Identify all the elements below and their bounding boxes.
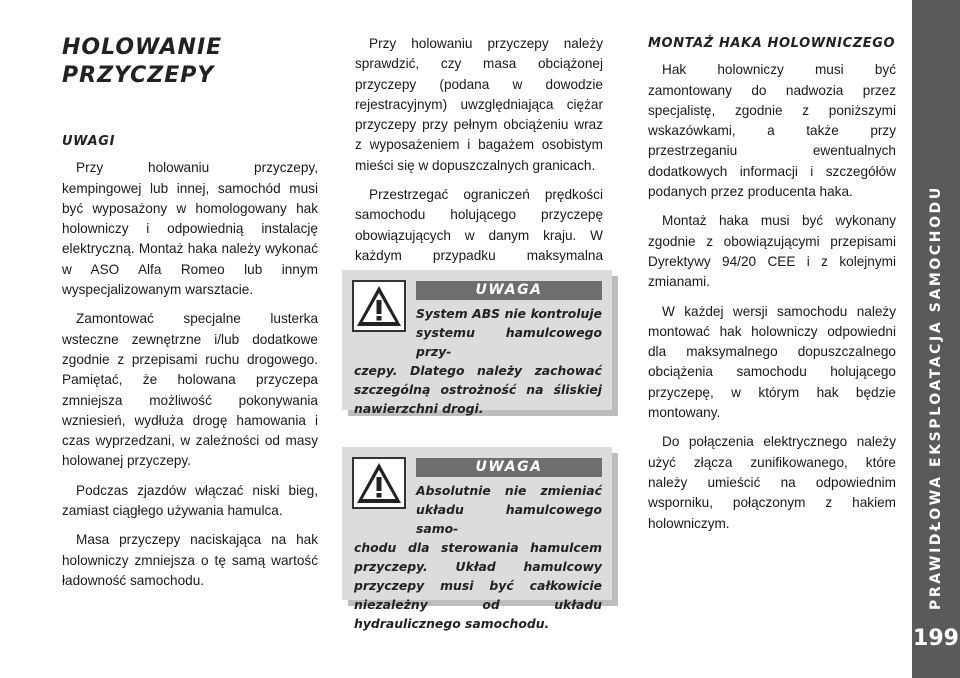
chapter-title: PRAWIDŁOWA EKSPLOATACJA SAMOCHODU — [928, 185, 944, 610]
chapter-sidebar — [912, 0, 960, 678]
warning-text — [354, 481, 602, 633]
warning-box — [342, 447, 612, 631]
paragraph: Zamontować specjalne lusterka wsteczne zewnętrzne i/lub dodatkowe zgodnie z przepisami ruchu drogowego. Pamiętać, że holowana przyczepa zmniejsza możliwość pokonywania wzniesień, wydłuża drogę hamowania i czas wyprzedzani, w zależności od masy holowanej przyczepy. — [62, 311, 318, 469]
paragraph: Do połączenia elektrycznego należy użyć złącza zunifikowanego, które należy umieścić na odpowiednim wsporniku, połączonym z hakiem holowniczym. — [648, 434, 896, 531]
warning-text-lead: Absolutnie nie zmieniać układu hamulcowego samo- — [416, 483, 602, 536]
left-column — [62, 34, 318, 600]
warning-text-body: czepy. Dlatego należy zachować szczególną ostrożność na śliskiej nawierzchni drogi. — [354, 363, 602, 416]
section-heading: HOLOWANIE PRZYCZEPY — [62, 35, 223, 88]
warning-box — [342, 270, 612, 416]
warning-label: UWAGA — [416, 281, 602, 300]
section-heading: MONTAŻ HAKA HOLOWNICZEGO — [648, 36, 896, 51]
warning-text-body: chodu dla sterowania hamulcem przyczepy. Układ hamulcowy przyczepy musi być całkowicie niezależny od układu hydraulicznego samochodu. — [354, 540, 602, 631]
paragraph: Przy holowaniu przyczepy należy sprawdzić, czy masa obciążonej przyczepy (podana w dowodzie rejestracyjnym) uwzględniająca ciężar przyczepy przy pełnym obciążeniu wraz z wyposażeniem i bagażem osobistym mieści się w dopuszczalnych granicach. — [355, 36, 603, 173]
notes-heading: UWAGI — [62, 134, 116, 149]
paragraph: Hak holowniczy musi być zamontowany do nadwozia przez specjalistę, zgodnie z poniższymi wskazówkami, a także przy przestrzeganiu ewentualnych dodatkowych informacji i szczegółów podanych przez producenta haka. — [648, 62, 896, 200]
warning-label: UWAGA — [416, 458, 602, 477]
paragraph: Przestrzegać ograniczeń prędkości samochodu holującego przyczepę obowiązujących w danym kraju. W każdym przypadku maksymalna — [355, 187, 603, 263]
warning-text — [354, 304, 602, 418]
page-number: 199 — [913, 626, 959, 651]
right-column — [648, 34, 896, 543]
paragraph: Przy holowaniu przyczepy, kempingowej lub innej, samochód musi być wyposażony w homologowany hak holowniczy i odpowiednią instalację elektryczną. Montaż haka należy wykonać w ASO Alfa Romeo lub innym wyspecjalizowanym warsztacie. — [62, 160, 318, 298]
paragraph: Podczas zjazdów włączać niski bieg, zamiast ciągłego używania hamulca. — [62, 482, 318, 519]
paragraph: Montaż haka musi być wykonany zgodnie z obowiązującymi przepisami Dyrektywy 94/20 CEE i z kolejnymi zmianami. — [648, 213, 896, 290]
warning-text-lead: System ABS nie kontroluje systemu hamulcowego przy- — [416, 306, 602, 359]
paragraph: Masa przyczepy naciskająca na hak holowniczy zmniejsza o tę samą wartość ładowność samochodu. — [62, 532, 318, 588]
paragraph: W każdej wersji samochodu należy montować hak holowniczy odpowiedni dla maksymalnego dopuszczalnego obciążenia samochodu holującego przyczepę, w którym hak będzie montowany. — [648, 303, 896, 421]
